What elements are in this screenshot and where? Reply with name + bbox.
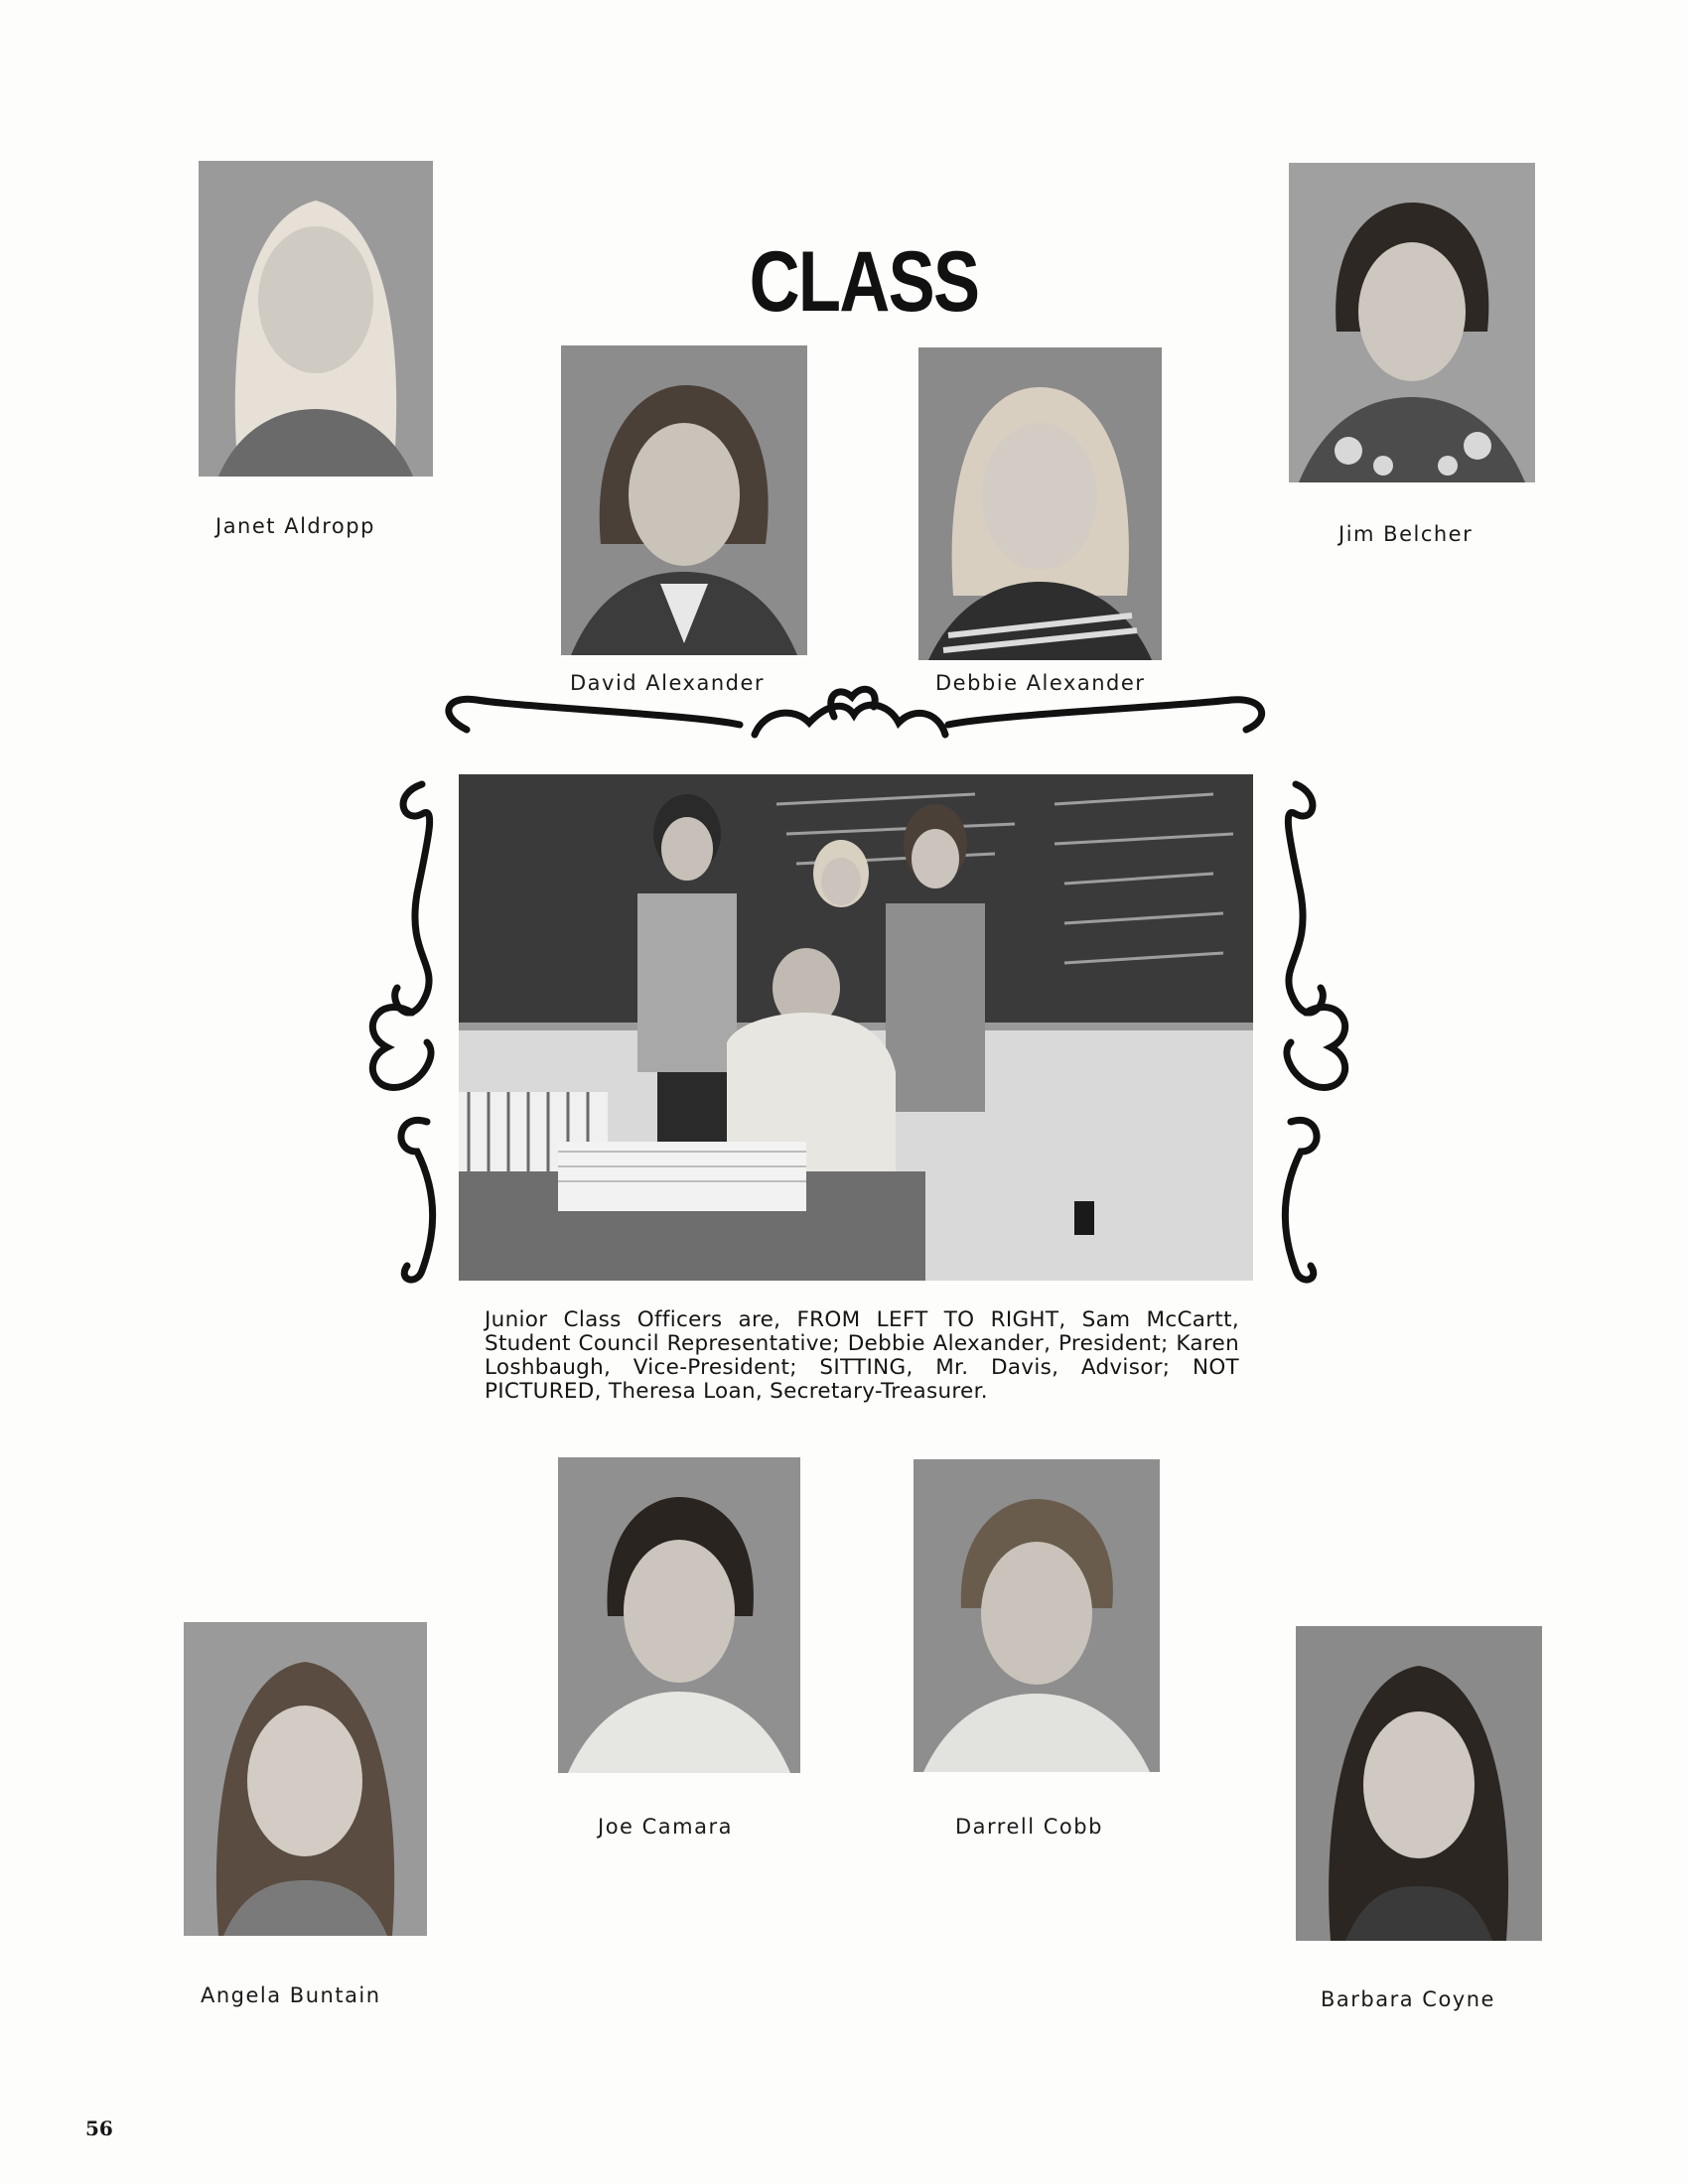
student-name-jim-belcher: Jim Belcher [1338,522,1474,546]
student-name-barbara-coyne: Barbara Coyne [1321,1987,1495,2011]
student-name-angela-buntain: Angela Buntain [201,1983,381,2007]
student-name-darrell-cobb: Darrell Cobb [955,1815,1103,1839]
student-name-debbie-alexander: Debbie Alexander [935,671,1146,695]
portrait-silhouette [561,345,807,655]
portrait-silhouette [199,161,433,477]
officers-caption: Junior Class Officers are, FROM LEFT TO RIGHT, Sam McCartt, Student Council Representative; Debbie Alexander, President; Karen Loshbaugh, Vice-President; SITTING, Mr. Davis, Advisor; NOT PICTURED, Theresa Loan, Secretary-Treasurer. [485,1307,1239,1404]
portrait-silhouette [918,347,1162,660]
portrait-silhouette [558,1457,800,1773]
portrait-jim-belcher [1289,163,1535,482]
portrait-janet-aldropp [199,161,433,477]
student-name-janet-aldropp: Janet Aldropp [215,514,375,538]
portrait-barbara-coyne [1296,1626,1542,1941]
portrait-silhouette [1289,163,1535,482]
portrait-joe-camara [558,1457,800,1773]
portrait-silhouette [184,1622,427,1936]
page-title: CLASS [749,234,979,330]
portrait-darrell-cobb [914,1459,1160,1772]
officers-group-photo [459,774,1253,1281]
portrait-david-alexander [561,345,807,655]
portrait-debbie-alexander [918,347,1162,660]
portrait-silhouette [914,1459,1160,1772]
portrait-angela-buntain [184,1622,427,1936]
page-number: 56 [85,2116,113,2140]
portrait-silhouette [1296,1626,1542,1941]
student-name-david-alexander: David Alexander [570,671,766,695]
classroom-scene [459,774,1253,1281]
student-name-joe-camara: Joe Camara [598,1815,733,1839]
